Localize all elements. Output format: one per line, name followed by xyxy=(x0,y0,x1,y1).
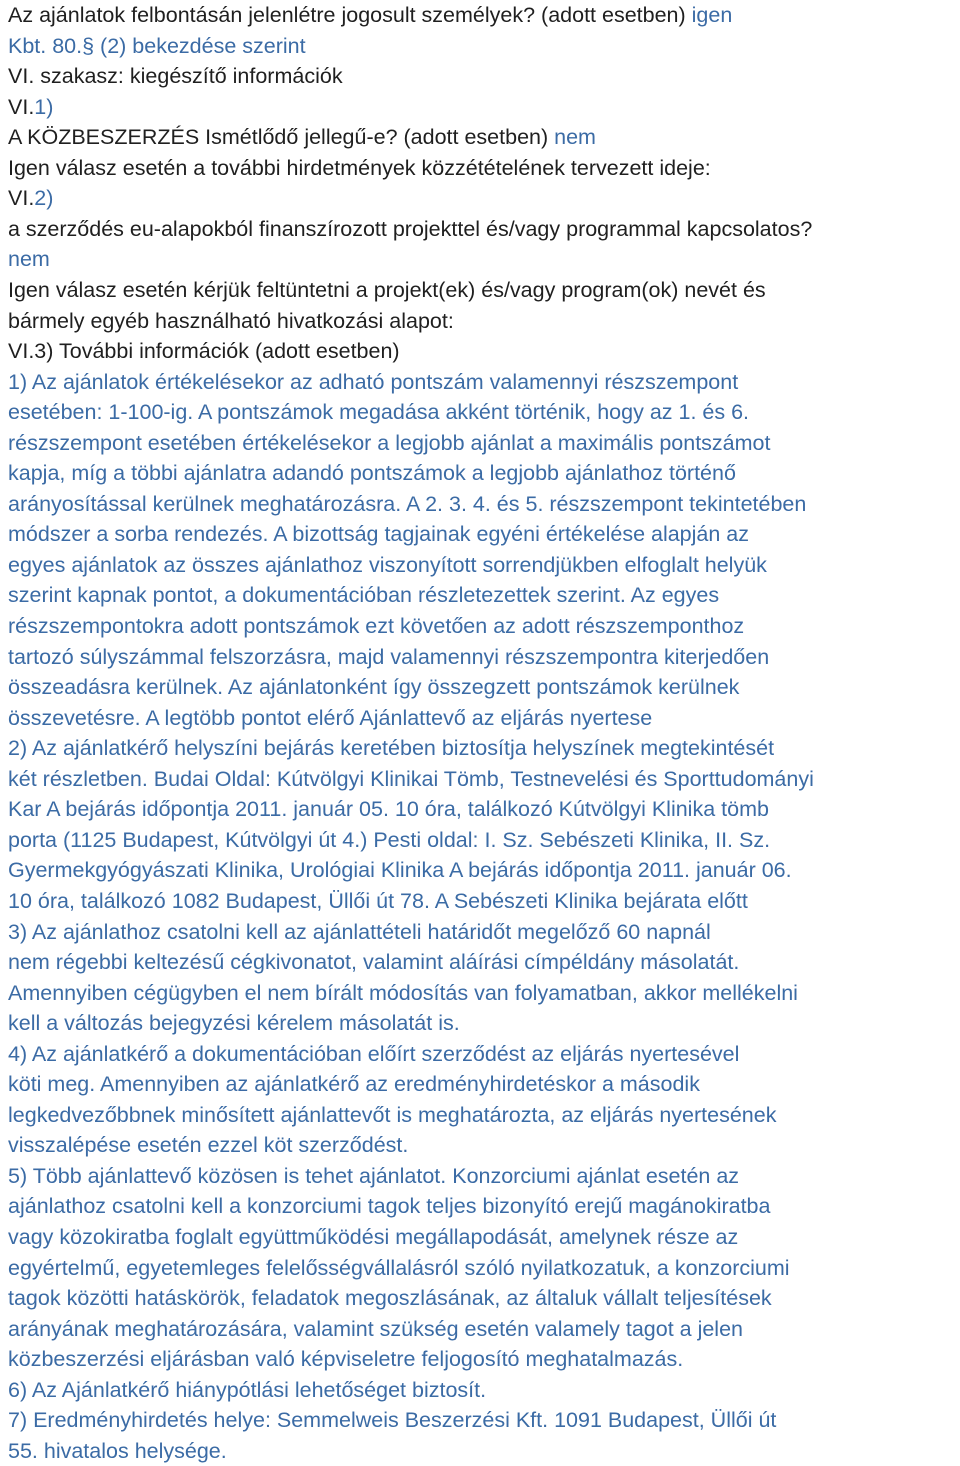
answer-text: Kar A bejárás időpontja 2011. január 05. 10 óra, találkozó Kútvölgyi Klinika tömb xyxy=(8,797,769,822)
answer-text: részszempontokra adott pontszámok ezt követően az adott részszemponthoz xyxy=(8,614,745,638)
answer-text: 4) Az ajánlatkérő a dokumentációban előírt szerződést az eljárás nyertesével xyxy=(8,1041,740,1066)
answer-text: 2) Az ajánlatkérő helyszíni bejárás keretében biztosítja helyszínek megtekintését xyxy=(8,736,775,761)
text-line xyxy=(8,794,769,824)
text-line xyxy=(8,672,739,702)
answer-text: 55. hivatalos helysége. xyxy=(8,1438,227,1463)
text-line xyxy=(8,1375,486,1405)
answer-text: Amennyiben cégügyben el nem bírált módosítás van folyamatban, akkor mellékelni xyxy=(8,980,798,1005)
answer-text: tartozó súlyszámmal felszorzásra, majd valamennyi részszempontra kiterjedően xyxy=(8,644,770,669)
answer-text: Gyermekgyógyászati Klinika, Urológiai Klinika A bejárás időpontja 2011. január 06. xyxy=(8,858,792,883)
answer-text: 1) xyxy=(34,94,54,119)
text-line xyxy=(8,642,769,672)
answer-text: 6) Az Ajánlatkérő hiánypótlási lehetőséget biztosít. xyxy=(8,1377,487,1402)
label-text: VI. xyxy=(8,186,35,211)
label-text: a szerződés eu-alapokból finanszírozott projekttel és/vagy programmal kapcsolatos? xyxy=(8,216,813,241)
answer-text: 10 óra, találkozó 1082 Budapest, Üllői út 78. A Sebészeti Klinika bejárata előtt xyxy=(8,888,748,913)
text-line xyxy=(8,275,766,305)
answer-text: összevetésre. A legtöbb pontot elérő Ajánlattevő az eljárás nyertese xyxy=(8,705,653,730)
answer-text: 1) Az ajánlatok értékelésekor az adható pontszám valamennyi részszempont xyxy=(8,369,739,394)
answer-text: porta (1125 Budapest, Kútvölgyi út 4.) Pesti oldal: I. Sz. Sebészeti Klinika, II. Sz. xyxy=(8,827,771,852)
answer-text: kell a változás bejegyzési kérelem másolatát is. xyxy=(8,1011,460,1036)
answer-text: igen xyxy=(691,3,733,27)
text-line xyxy=(8,336,400,366)
text-line xyxy=(8,886,748,916)
text-line xyxy=(8,1130,408,1160)
answer-text: közbeszerzési eljárásban való képviseletre feljogosító meghatalmazás. xyxy=(8,1347,684,1372)
answer-text: ajánlathoz csatolni kell a konzorciumi tagok teljes bizonyító erejű magánokiratba xyxy=(8,1194,771,1219)
answer-text: kapja, míg a többi ajánlatra adandó pontszámok a legjobb ajánlathoz történő xyxy=(8,461,736,486)
answer-text: összeadásra kerülnek. Az ajánlatonként így összegzett pontszámok kerülnek xyxy=(8,675,740,700)
answer-text: esetében: 1-100-ig. A pontszámok megadása akként történik, hogy az 1. és 6. xyxy=(8,400,750,425)
text-line xyxy=(8,0,732,30)
answer-text: egyes ajánlatok az összes ajánlathoz viszonyított sorrendjükben elfoglalt helyük xyxy=(8,552,767,577)
text-line xyxy=(8,611,744,641)
answer-text: egyértelmű, egyetemleges felelősségvállalásról szóló nyilatkozatuk, a konzorciumi xyxy=(8,1255,790,1280)
text-line xyxy=(8,153,711,183)
answer-text: arányosítással kerülnek meghatározásra. A 2. 3. 4. és 5. részszempont tekintetében xyxy=(8,491,807,516)
text-line xyxy=(8,214,812,244)
answer-text: nem xyxy=(8,247,50,272)
text-line xyxy=(8,244,50,274)
label-text: bármely egyéb használható hivatkozási alapot: xyxy=(8,308,454,333)
text-line xyxy=(8,947,739,977)
text-line xyxy=(8,733,774,763)
text-line xyxy=(8,1069,700,1099)
text-line xyxy=(8,1191,770,1221)
answer-text: vagy közokiratba foglalt együttműködési megállapodását, amelynek része az xyxy=(8,1225,739,1249)
answer-text: arányának meghatározására, valamint szükség esetén valamely tagot a jelen xyxy=(8,1316,743,1341)
label-text: Igen válasz esetén a további hirdetmények közzétételének tervezett ideje: xyxy=(8,155,711,180)
text-line xyxy=(8,1344,683,1374)
answer-text: 7) Eredményhirdetés helye: Semmelweis Beszerzési Kft. 1091 Budapest, Üllői út xyxy=(8,1408,777,1433)
answer-text: szerint kapnak pontot, a dokumentációban részletezettek szerint. Az egyes xyxy=(8,583,720,608)
text-line xyxy=(8,978,798,1008)
text-line xyxy=(8,1222,738,1252)
text-line xyxy=(8,1314,743,1344)
text-line xyxy=(8,31,306,61)
text-line xyxy=(8,183,53,213)
text-line xyxy=(8,489,806,519)
text-line xyxy=(8,855,792,885)
text-line xyxy=(8,519,749,549)
text-line xyxy=(8,1100,776,1130)
answer-text: tagok közötti hatáskörök, feladatok megoszlásának, az általuk vállalt teljesítések xyxy=(8,1286,772,1311)
text-line xyxy=(8,825,770,855)
text-line xyxy=(8,306,454,336)
answer-text: részszempont esetében értékelésekor a legjobb ajánlat a maximális pontszámot xyxy=(8,430,771,455)
answer-text: visszalépése esetén ezzel köt szerződést. xyxy=(8,1133,409,1158)
answer-text: 2) xyxy=(34,186,54,211)
text-line xyxy=(8,550,767,580)
text-line xyxy=(8,1436,227,1466)
text-line xyxy=(8,1161,739,1191)
answer-text: nem xyxy=(554,125,596,150)
text-line xyxy=(8,1008,460,1038)
answer-text: Kbt. 80.§ (2) bekezdése szerint xyxy=(8,33,306,58)
label-text: VI.3) További információk (adott esetben) xyxy=(8,339,400,364)
text-line xyxy=(8,61,343,91)
answer-text: legkedvezőbbnek minősített ajánlattevőt is meghatározta, az eljárás nyertesének xyxy=(8,1102,777,1127)
label-text: VI. xyxy=(8,94,35,119)
label-text: A KÖZBESZERZÉS Ismétlődő jellegű-e? (adott esetben) xyxy=(8,125,555,150)
text-line xyxy=(8,764,814,794)
answer-text: 3) Az ajánlathoz csatolni kell az ajánlattételi határidőt megelőző 60 napnál xyxy=(8,919,711,944)
text-line xyxy=(8,92,53,122)
answer-text: módszer a sorba rendezés. A bizottság tagjainak egyéni értékelése alapján az xyxy=(8,522,750,547)
text-line xyxy=(8,1405,776,1435)
text-line xyxy=(8,1039,739,1069)
answer-text: két részletben. Budai Oldal: Kútvölgyi Klinikai Tömb, Testnevelési és Sporttudományi xyxy=(8,766,814,791)
text-line xyxy=(8,1253,790,1283)
text-line xyxy=(8,428,770,458)
text-line xyxy=(8,1283,772,1313)
text-line xyxy=(8,917,711,947)
text-line xyxy=(8,703,652,733)
label-text: Igen válasz esetén kérjük feltüntetni a projekt(ek) és/vagy program(ok) nevét és xyxy=(8,277,766,302)
text-line xyxy=(8,367,738,397)
text-line xyxy=(8,122,596,152)
text-line xyxy=(8,397,749,427)
answer-text: köti meg. Amennyiben az ajánlatkérő az eredményhirdetéskor a második xyxy=(8,1072,700,1097)
answer-text: 5) Több ajánlattevő közösen is tehet ajánlatot. Konzorciumi ajánlat esetén az xyxy=(8,1163,740,1188)
label-text: VI. szakasz: kiegészítő információk xyxy=(8,64,343,89)
text-line xyxy=(8,580,719,610)
text-line xyxy=(8,458,736,488)
label-text: Az ajánlatok felbontásán jelenlétre jogosult személyek? (adott esetben) xyxy=(8,3,692,27)
answer-text: nem régebbi keltezésű cégkivonatot, valamint aláírási címpéldány másolatát. xyxy=(8,950,740,975)
